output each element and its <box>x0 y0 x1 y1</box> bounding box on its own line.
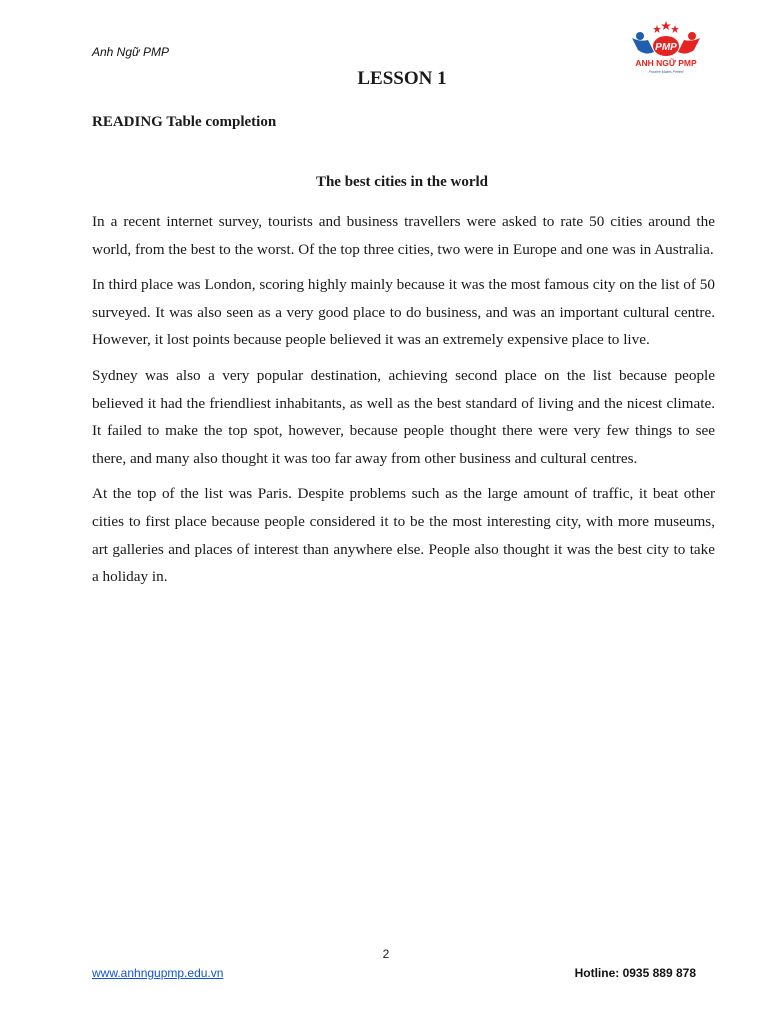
article-title: The best cities in the world <box>315 174 489 190</box>
article-paragraph: In a recent internet survey, tourists and business travellers were asked to rate 50 cities around the world, from the best to the worst. Of the top three cities, two were in Europe and one was in Australia. <box>92 213 715 258</box>
article-body <box>92 208 715 599</box>
logo-name-text: ANH NGỮ PMP <box>635 58 697 68</box>
pmp-logo <box>624 16 708 76</box>
article-paragraph: At the top of the list was Paris. Despite problems such as the large amount of traffic, it beat other cities to first place because people considered it to be the most interesting city, with more museums, art galleries and places of interest than anywhere else. People also thought it was the best city to take a holiday in. <box>92 485 715 586</box>
header-brand-text: Anh Ngữ PMP <box>92 45 169 59</box>
article-paragraph: In third place was London, scoring highly mainly because it was the most famous city on the list of 50 surveyed. It was also seen as a very good place to do business, and was an important cultural centre. However, it lost points because people believed it was an extremely expensive place to live. <box>92 276 715 349</box>
section-heading: READING Table completion <box>92 114 277 130</box>
logo-tagline: Practice Makes Perfect <box>648 70 684 74</box>
hotline-text: Hotline: 0935 889 878 <box>574 966 696 980</box>
article-paragraph: Sydney was also a very popular destination, achieving second place on the list because people believed it had the friendliest inhabitants, as well as the best standard of living and the nicest climate. It failed to make the top spot, however, because people thought there were very few things to see there, and many also thought it was too far away from other business and cultural centres. <box>92 366 715 467</box>
logo-stars <box>653 21 679 33</box>
logo-mark-text: PMP <box>655 42 677 53</box>
page-number: 2 <box>382 947 390 961</box>
lesson-title: LESSON 1 <box>357 68 447 89</box>
website-link[interactable]: www.anhngupmp.edu.vn <box>92 966 224 980</box>
